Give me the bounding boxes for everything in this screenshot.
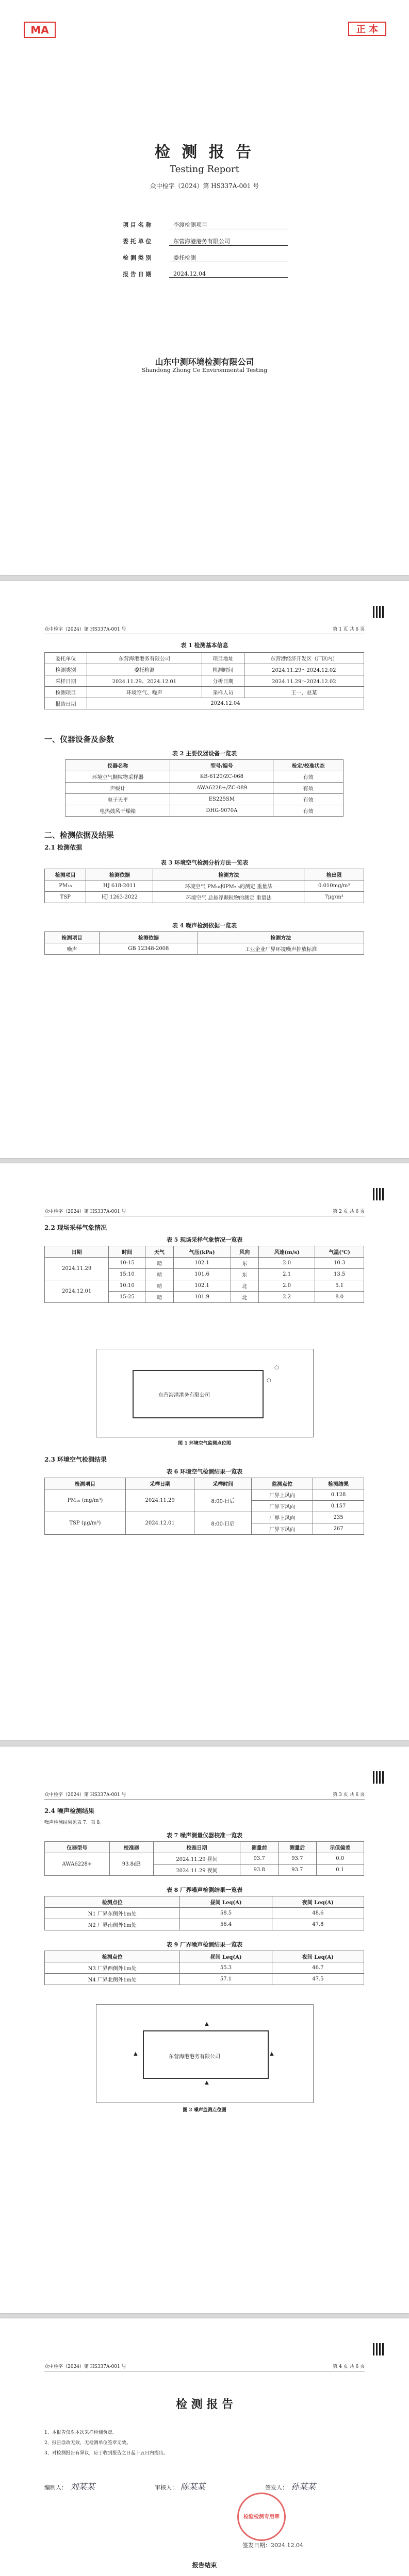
subsection-heading: 2.1 检测依据 (44, 844, 83, 851)
cover-label: 项 目 名 称 (123, 222, 152, 228)
qr-code (373, 2343, 385, 2355)
cell: N3 厂界西侧外1m处 (45, 1962, 180, 1974)
cell: 8:00-日后 (194, 1489, 252, 1512)
weather-table (44, 1246, 364, 1303)
cell: 267 (313, 1523, 364, 1535)
table-row (45, 664, 364, 675)
cell: 8:00-日后 (194, 1512, 252, 1535)
column-header: 校准日期 (153, 1842, 240, 1853)
column-header: 日期 (45, 1246, 109, 1258)
table-row (45, 675, 364, 687)
figure-caption: 图 1 环境空气监测点位图 (178, 1441, 231, 1446)
cover-org-en: Shandong Zhong Ce Environmental Testing (141, 367, 268, 374)
cover-report-no: 众中检字（2024）第 HS337A-001 号 (150, 182, 259, 190)
cell: 58.5 (180, 1908, 272, 1919)
cell: 北 (231, 1280, 258, 1292)
table-row (45, 1951, 364, 1962)
cell: 2024.11.29 昼间 (153, 1853, 240, 1865)
table-row (45, 1280, 364, 1292)
subsection-heading: 2.4 噪声检测结果 (44, 1807, 95, 1815)
stamp-text: 检验检测专用章 (243, 2514, 280, 2520)
cell: 235 (313, 1512, 364, 1523)
basic-info-table (44, 652, 364, 709)
cell: 2024.11.29 夜间 (153, 1865, 240, 1876)
cell: 15:10 (109, 1269, 145, 1280)
cell: 102.1 (173, 1280, 231, 1292)
page-header-right: 第 2 页 共 6 页 (333, 1209, 365, 1214)
page-header-right: 第 4 页 共 6 页 (333, 2364, 365, 2369)
header-divider (44, 1799, 365, 1800)
cell: 检测项目 (45, 687, 87, 698)
table-title: 表 4 噪声检测依据一览表 (172, 922, 237, 929)
cell: 项目地址 (202, 653, 244, 664)
column-header: 仪器型号 (45, 1842, 110, 1853)
cell: 15:25 (109, 1292, 145, 1303)
cell: 2024.11.29～2024.12.02 (244, 664, 364, 675)
column-header: 检测方法 (153, 869, 304, 880)
cell: AWA6228+/ZC-089 (170, 783, 273, 794)
cell: 厂界上风向 (252, 1489, 313, 1501)
cover-org-cn: 山东中测环境检测有限公司 (155, 357, 254, 367)
cell: HJ 618-2011 (86, 880, 153, 892)
table-title: 表 5 现场采样气象情况一览表 (166, 1236, 243, 1243)
cover-label: 委 托 单 位 (123, 238, 152, 245)
cell: 2.0 (258, 1258, 315, 1269)
cell: TSP (45, 892, 86, 903)
table-row (45, 1842, 364, 1853)
original-seal: 正 本 (348, 22, 386, 36)
signer-label: 签发人： (265, 2484, 288, 2491)
table-row (45, 687, 364, 698)
table-row (45, 1908, 364, 1919)
column-header: 示值偏差 (316, 1842, 364, 1853)
column-header: 检测依据 (86, 869, 153, 880)
equipment-table (65, 759, 343, 817)
cover-value: 东营海港港务有限公司 (169, 237, 288, 246)
page-4 (0, 1747, 409, 2313)
cell: 2.0 (258, 1280, 315, 1292)
table-row (45, 880, 364, 892)
cell: 噪声 (45, 943, 100, 955)
column-header: 采样时间 (194, 1478, 252, 1489)
cell: 48.6 (272, 1908, 364, 1919)
cell: 厂界下风向 (252, 1523, 313, 1535)
cell: ES225SM (170, 794, 273, 805)
cell: 环境空气颗粒物采样器 (66, 771, 170, 783)
cover-info-row (123, 216, 288, 233)
cell: 2.2 (258, 1292, 315, 1303)
cell: KB-6120/ZC-068 (170, 771, 273, 783)
column-header: 检定/校准状态 (273, 760, 343, 771)
cell: 0.128 (313, 1489, 364, 1501)
cell: 晴 (145, 1258, 173, 1269)
column-header: 夜间 Leq(A) (272, 1896, 364, 1908)
cell: 东营海港港务有限公司 (87, 653, 202, 664)
cell: 10:10 (109, 1280, 145, 1292)
table-row (45, 1974, 364, 1985)
cell: 47.8 (272, 1919, 364, 1930)
cover-title: 检 测 报 告 (154, 143, 255, 161)
cell: AWA6228+ (45, 1853, 110, 1876)
table-row (45, 1512, 364, 1523)
table-row (66, 760, 343, 771)
column-header: 监测点位 (252, 1478, 313, 1489)
cell: 101.6 (173, 1269, 231, 1280)
column-header: 检测结果 (313, 1478, 364, 1489)
cell: 工业企业厂界环境噪声排放标准 (198, 943, 364, 955)
cell: 检测时间 (202, 664, 244, 675)
table-row (45, 1919, 364, 1930)
column-header: 风向 (231, 1246, 258, 1258)
cell: 2024.11.29、2024.12.01 (87, 675, 202, 687)
air-point-icon: ○ (274, 1365, 279, 1370)
cell: N2 厂界南侧外1m处 (45, 1919, 180, 1930)
table-row (45, 1478, 364, 1489)
table-row (45, 869, 364, 880)
table-title: 表 7 噪声测量仪器校准一览表 (166, 1832, 243, 1839)
ma-logo: MA (24, 22, 56, 38)
column-header: 天气 (145, 1246, 173, 1258)
cell: 2024.11.29 (125, 1489, 194, 1512)
cell: 57.1 (180, 1974, 272, 1985)
cell: 46.7 (272, 1962, 364, 1974)
air-point-icon: ○ (267, 1378, 271, 1383)
signature: 孙某某 (291, 2482, 316, 2492)
cell: PM₁₀ (45, 880, 86, 892)
table-row (66, 794, 343, 805)
column-header: 检测项目 (45, 1478, 126, 1489)
page-header-left: 众中检字（2024）第 HS337A-001 号 (44, 1209, 126, 1214)
report-end: 报告结束 (192, 2562, 217, 2569)
cell: PM₁₀ (mg/m³) (45, 1489, 126, 1512)
column-header: 测量前 (240, 1842, 279, 1853)
subsection-heading: 2.3 环境空气检测结果 (44, 1456, 107, 1463)
cell: 检测类别 (45, 664, 87, 675)
page-header-left: 众中检字（2024）第 HS337A-001 号 (44, 627, 126, 632)
cover-info-row (123, 233, 288, 249)
noise-point-icon: ▲ (270, 2051, 274, 2057)
cell: 晴 (145, 1280, 173, 1292)
table-row (45, 1896, 364, 1908)
column-header: 检测方法 (198, 932, 364, 943)
table-title: 表 8 厂界噪声检测结果一览表 (166, 1887, 243, 1893)
cell: N1 厂界东侧外1m处 (45, 1908, 180, 1919)
cell: 2024.11.29 (45, 1258, 109, 1280)
column-header: 仪器名称 (66, 760, 170, 771)
cell: N4 厂界北侧外1m处 (45, 1974, 180, 1985)
cell: 47.5 (272, 1974, 364, 1985)
cell: 晴 (145, 1269, 173, 1280)
table-row (45, 1962, 364, 1974)
table-row (45, 1246, 364, 1258)
issue-date: 签发日期：2024.12.04 (242, 2542, 303, 2549)
cell: 厂界下风向 (252, 1501, 313, 1512)
cell: 声级计 (66, 783, 170, 794)
column-header: 检测点位 (45, 1951, 180, 1962)
cell: 101.9 (173, 1292, 231, 1303)
cell: 55.3 (180, 1962, 272, 1974)
cell: 有效 (273, 794, 343, 805)
cover-value: 委托检测 (169, 253, 288, 262)
cell: 东 (231, 1258, 258, 1269)
cell: 93.7 (278, 1853, 316, 1865)
column-header: 时间 (109, 1246, 145, 1258)
cell: 5.1 (315, 1280, 364, 1292)
air-map (96, 1349, 314, 1437)
cell: GB 12348-2008 (99, 943, 198, 955)
table-title: 表 2 主要仪器设备一览表 (172, 750, 237, 757)
column-header: 气温(℃) (315, 1246, 364, 1258)
subsection-heading: 2.2 现场采样气象情况 (44, 1224, 107, 1231)
column-header: 检测依据 (99, 932, 198, 943)
column-header: 检测项目 (45, 932, 100, 943)
table-row (66, 771, 343, 783)
cell: 93.8dB (109, 1853, 153, 1876)
table-row (66, 805, 343, 817)
cell: 0.0 (316, 1853, 364, 1865)
cell: 环境空气 总悬浮颗粒物的测定 重量法 (153, 892, 304, 903)
cell: 13.5 (315, 1269, 364, 1280)
cover-label: 报 告 日 期 (123, 271, 152, 278)
table-row (45, 1853, 364, 1865)
cell: 有效 (273, 771, 343, 783)
noise-result-table (44, 1896, 364, 1930)
table-title: 表 9 厂界噪声检测结果一览表 (166, 1941, 243, 1948)
cell: 王一、赵某 (244, 687, 364, 698)
cell: 分析日期 (202, 675, 244, 687)
qr-code (373, 1771, 385, 1784)
figure-caption: 图 2 噪声监测点位图 (183, 2108, 226, 2113)
page-2 (0, 581, 409, 1158)
cell: 采样人员 (202, 687, 244, 698)
column-header: 检出限 (304, 869, 364, 880)
cell: 56.4 (180, 1919, 272, 1930)
cover-info-table (123, 216, 288, 282)
cell: 2024.12.01 (125, 1512, 194, 1535)
cell: 0.1 (316, 1865, 364, 1876)
cover-value: 李渡检测项目 (169, 221, 288, 229)
calibration-table (44, 1841, 364, 1876)
paragraph: 噪声检测结果见表 7、表 8。 (44, 1820, 105, 1825)
page-header-right: 第 3 页 共 6 页 (333, 1792, 365, 1798)
table-row (45, 653, 364, 664)
cell: HJ 1263-2022 (86, 892, 153, 903)
cell: 102.1 (173, 1258, 231, 1269)
page-header-right: 第 1 页 共 6 页 (333, 627, 365, 632)
table-title: 表 1 检测基本信息 (181, 642, 228, 649)
page-5 (0, 2318, 409, 2576)
table-row (45, 1489, 364, 1501)
cell: 2.1 (258, 1269, 315, 1280)
cell: 93.7 (278, 1865, 316, 1876)
table-row (45, 1258, 364, 1269)
column-header: 风速(m/s) (258, 1246, 315, 1258)
page-header-left: 众中检字（2024）第 HS337A-001 号 (44, 1792, 126, 1798)
paragraph: 3、对检测报告有异议，应于收到报告之日起十五日内提出。 (44, 2451, 168, 2456)
cell: 2024.12.01 (45, 1280, 109, 1303)
cell: 7μg/m³ (304, 892, 364, 903)
column-header: 校准器 (109, 1842, 153, 1853)
section-heading: 一、仪器设备及参数 (44, 735, 114, 744)
column-header: 昼间 Leq(A) (180, 1951, 272, 1962)
section-heading: 检 测 报 告 (176, 2398, 233, 2411)
page-header-left: 众中检字（2024）第 HS337A-001 号 (44, 2364, 126, 2369)
column-header: 检测项目 (45, 869, 86, 880)
table-row (66, 783, 343, 794)
noise-result-table-2 (44, 1951, 364, 1985)
cell: 2024.12.04 (87, 698, 364, 709)
table-row (45, 943, 364, 955)
column-header: 检测点位 (45, 1896, 180, 1908)
cell: 环境空气 PM₁₀和PM₂.₅的测定 重量法 (153, 880, 304, 892)
column-header: 夜间 Leq(A) (272, 1951, 364, 1962)
noise-point-icon: ▲ (205, 2021, 209, 2027)
table-row (45, 698, 364, 709)
basis-table (44, 869, 364, 903)
noise-point-icon: ▲ (205, 2080, 209, 2086)
cell: 93.8 (240, 1865, 279, 1876)
cover-label: 检 测 类 别 (123, 255, 152, 261)
cell: 2024.11.29～2024.12.02 (244, 675, 364, 687)
cell: 晴 (145, 1292, 173, 1303)
noise-point-icon: ▲ (134, 2051, 138, 2057)
paragraph: 1、本报告仅对本次采样检测负责。 (44, 2430, 117, 2435)
cell: 委托检测 (87, 664, 202, 675)
cell: 东 (231, 1269, 258, 1280)
map-label: 东营海港港务有限公司 (169, 2054, 220, 2060)
section-heading: 二、检测依据及结果 (44, 831, 114, 840)
cell: 厂界上风向 (252, 1512, 313, 1523)
cell: 10:15 (109, 1258, 145, 1269)
noise-map (96, 2004, 314, 2103)
cell: 委托单位 (45, 653, 87, 664)
qr-code (373, 1188, 385, 1200)
cover-page (0, 0, 409, 575)
cell: 采样日期 (45, 675, 87, 687)
cell: 东营港经济开发区（厂区内） (244, 653, 364, 664)
table-title: 表 3 环境空气检测分析方法一览表 (160, 859, 249, 866)
qr-code (373, 606, 385, 618)
cell: 电子天平 (66, 794, 170, 805)
signer-label: 审核人： (155, 2484, 177, 2491)
cell: 93.7 (240, 1853, 279, 1865)
table-row (45, 932, 364, 943)
cell: DHG-9070A (170, 805, 273, 817)
cover-info-row (123, 266, 288, 282)
cover-value: 2024.12.04 (169, 270, 288, 278)
air-result-table (44, 1478, 364, 1535)
page-3 (0, 1163, 409, 1740)
cell: 10.3 (315, 1258, 364, 1269)
cover-subtitle: Testing Report (170, 164, 239, 175)
cell: 环境空气、噪声 (87, 687, 202, 698)
cell: 0.010mg/m³ (304, 880, 364, 892)
paragraph: 2、报告涂改无效，无检测单位签章无效。 (44, 2441, 131, 2446)
table-row (45, 892, 364, 903)
column-header: 型号/编号 (170, 760, 273, 771)
cell: 报告日期 (45, 698, 87, 709)
column-header: 气压(kPa) (173, 1246, 231, 1258)
column-header: 采样日期 (125, 1478, 194, 1489)
cell: 有效 (273, 783, 343, 794)
noise-basis-table (44, 931, 364, 955)
inspection-stamp (237, 2493, 286, 2541)
cell: TSP (μg/m³) (45, 1512, 126, 1535)
column-header: 测量后 (278, 1842, 316, 1853)
cover-info-row (123, 249, 288, 266)
column-header: 昼间 Leq(A) (180, 1896, 272, 1908)
signature: 刘某某 (70, 2482, 95, 2492)
cell: 8.0 (315, 1292, 364, 1303)
signer-label: 编制人： (44, 2484, 67, 2491)
signature: 陈某某 (181, 2482, 206, 2492)
cell: 电热鼓风干燥箱 (66, 805, 170, 817)
map-label: 东营海港港务有限公司 (158, 1393, 210, 1398)
cell: 北 (231, 1292, 258, 1303)
table-title: 表 6 环境空气检测结果一览表 (166, 1468, 243, 1475)
cell: 有效 (273, 805, 343, 817)
cell: 0.157 (313, 1501, 364, 1512)
